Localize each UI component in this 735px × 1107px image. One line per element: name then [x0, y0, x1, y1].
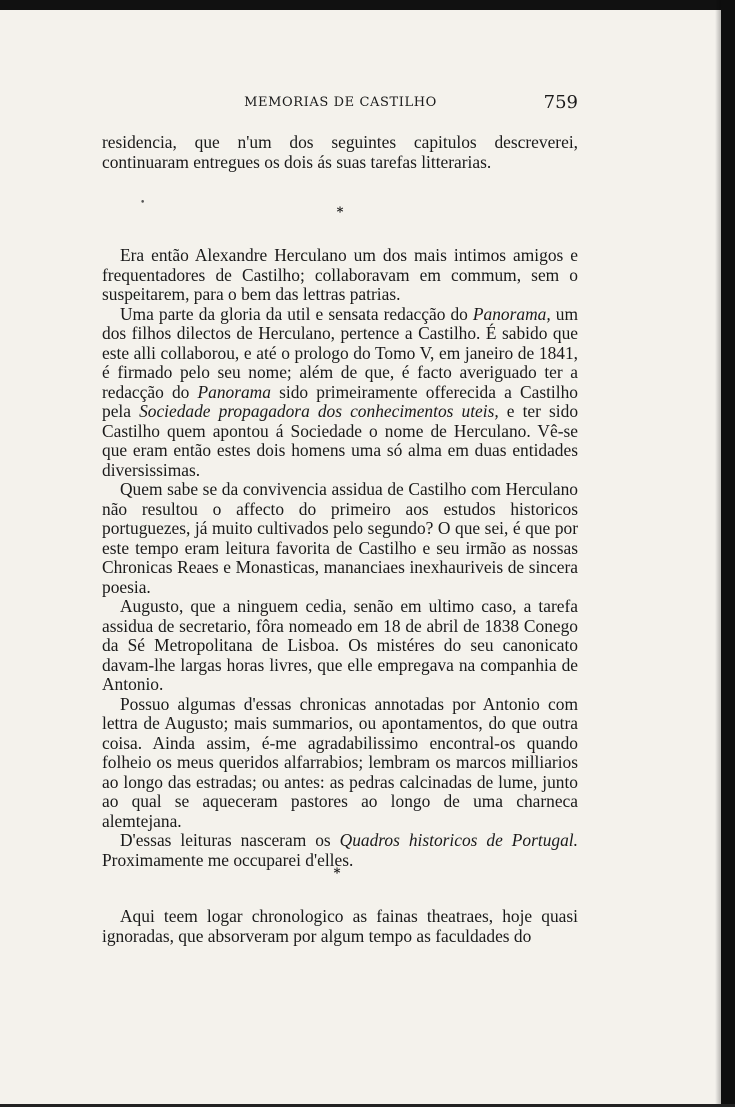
running-head: [103, 92, 578, 114]
paragraph: Possuo algumas d'essas chronicas annotadas por Antonio com lettra de Augusto; mais summarios, ou apontamentos, do que outra coisa. Ainda assim, é-me agradabilissimo encontral-os quando folheio os meus queridos alfarrabios; lembram os marcos milliarios ao longo das estradas; ou antes: as pedras calcinadas de lume, junto ao qual se aqueceram pastores ao longo de uma charneca alemtejana.: [102, 693, 578, 831]
paragraph: Aqui teem logar chronologico as fainas theatraes, hoje quasi ignoradas, que absorveram por algum tempo as faculdades do: [102, 906, 578, 946]
ink-speck: •: [140, 198, 146, 208]
paragraph: Era então Alexandre Herculano um dos mais intimos amigos e frequentadores de Castilho; collaboravam em commum, sem o suspeitarem, para o bem das lettras patrias.: [102, 245, 578, 304]
text-block-section: [102, 907, 578, 946]
text-block-continuation: [102, 133, 578, 172]
paragraph: D'essas leituras nasceram os Quadros historicos de Portugal. Proximamente me occuparei d'elles.: [102, 830, 578, 870]
text-block-section: [102, 246, 578, 870]
paragraph: Quem sabe se da convivencia assidua de Castilho com Herculano não resultou o affecto do primeiro aos estudos historicos portuguezes, já muito cultivados pelo segundo? O que sei, é que por este tempo eram leitura favorita de Castilho e seu irmão as nossas Chronicas Reaes e Monasticas, mananciaes inexhauriveis de sincera poesia.: [102, 479, 578, 597]
page-number: 759: [543, 92, 578, 113]
paragraph: Augusto, que a ninguem cedia, senão em ultimo caso, a tarefa assidua de secretario, fôra nomeado em 18 de abril de 1838 Conego da Sé Metropolitana de Lisboa. Os mistéres do seu canonicato davam-lhe largas horas livres, que elle empregava na companhia de Antonio.: [102, 596, 578, 694]
paragraph: residencia, que n'um dos seguintes capitulos descreverei, continuaram entregues os dois ás suas tarefas litterarias.: [102, 132, 578, 172]
paragraph: Uma parte da gloria da util e sensata redacção do Panorama, um dos filhos dilectos de Herculano, pertence a Castilho. É sabido que este alli collaborou, e até o prologo do Tomo V, em janeiro de 1841, é firmado pelo seu nome; além de que, é facto averiguado ter a redacção do Panorama sido primeiramente offerecida a Castilho pela Sociedade propagadora dos conhecimentos uteis, e ter sido Castilho quem apontou á Sociedade o nome de Herculano. Vê-se que eram então estes dois homens uma só alma em duas entidades diversissimas.: [102, 303, 579, 480]
running-title: MEMORIAS DE CASTILHO: [244, 95, 437, 110]
section-ornament: *: [333, 866, 341, 881]
section-ornament: *: [336, 205, 344, 220]
